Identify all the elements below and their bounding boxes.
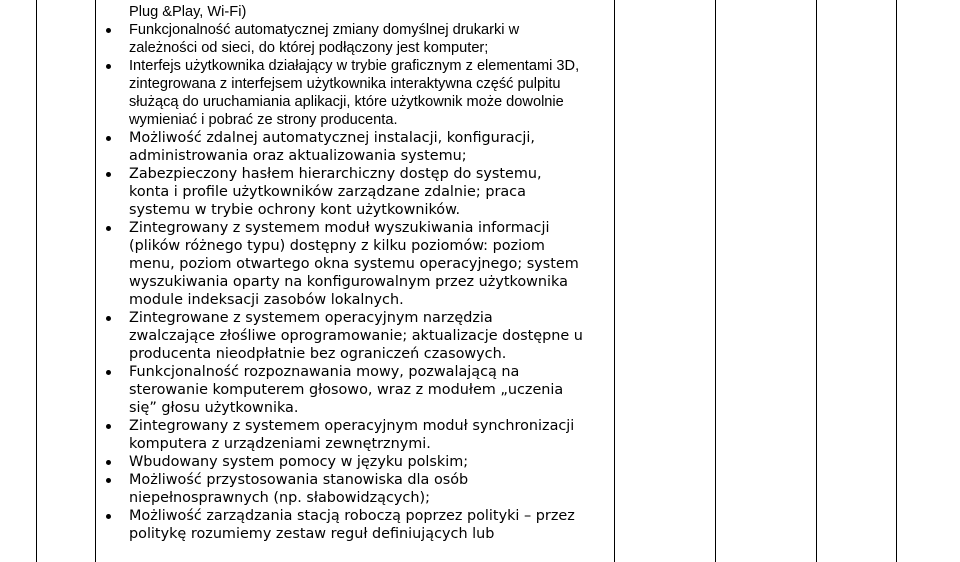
list-item-text: Zintegrowane z systemem operacyjnym narzędzia zwalczające złośliwe oprogramowanie; aktualizacje dostępne u producenta nieodpłatnie bez ograniczeń czasowych. xyxy=(129,310,583,362)
list-item xyxy=(103,309,583,363)
table-border-col2 xyxy=(614,0,615,562)
table-border-col3 xyxy=(715,0,716,562)
bullet-icon xyxy=(106,28,111,33)
list-item xyxy=(103,219,583,309)
table-border-col4 xyxy=(816,0,817,562)
list-item-text: Zintegrowany z systemem operacyjnym moduł synchronizacji komputera z urządzeniami zewnętrznymi. xyxy=(129,418,575,452)
bullet-icon xyxy=(106,136,111,141)
requirements-list xyxy=(103,21,583,543)
continued-line: Plug &Play, Wi-Fi) xyxy=(129,4,247,20)
bullet-icon xyxy=(106,316,111,321)
list-item xyxy=(103,363,583,417)
requirements-cell xyxy=(103,3,583,543)
list-item-text: Możliwość przystosowania stanowiska dla osób niepełnosprawnych (np. słabowidzących); xyxy=(129,472,469,506)
table-border-left xyxy=(36,0,37,562)
bullet-icon xyxy=(106,64,111,69)
bullet-icon xyxy=(106,424,111,429)
bullet-icon xyxy=(106,172,111,177)
table-border-col1 xyxy=(95,0,96,562)
table-border-col5 xyxy=(896,0,897,562)
list-item-text: Zabezpieczony hasłem hierarchiczny dostęp do systemu, konta i profile użytkowników zarządzane zdalnie; praca systemu w trybie ochrony kont użytkowników. xyxy=(129,166,542,218)
bullet-icon xyxy=(106,514,111,519)
list-item-text: Zintegrowany z systemem moduł wyszukiwania informacji (plików różnego typu) dostępny z kilku poziomów: poziom menu, poziom otwartego okna systemu operacyjnego; system wyszukiwania oparty na konfigurowalnym przez użytkownika module indeksacji zasobów lokalnych. xyxy=(129,220,579,308)
list-item-text: Interfejs użytkownika działający w trybie graficznym z elementami 3D, zintegrowana z interfejsem użytkownika interaktywna część pulpitu służącą do uruchamiania aplikacji, które użytkownik może dowolnie wymieniać i pobrać ze strony producenta. xyxy=(129,58,580,128)
bullet-icon xyxy=(106,226,111,231)
bullet-icon xyxy=(106,460,111,465)
list-item xyxy=(103,57,583,129)
list-item xyxy=(103,165,583,219)
list-item-text: Funkcjonalność rozpoznawania mowy, pozwalającą na sterowanie komputerem głosowo, wraz z modułem „uczenia się” głosu użytkownika. xyxy=(129,364,564,416)
list-item xyxy=(103,471,583,507)
list-item-text: Funkcjonalność automatycznej zmiany domyślnej drukarki w zależności od sieci, do której podłączony jest komputer; xyxy=(129,22,520,56)
list-item xyxy=(103,129,583,165)
list-item-text: Możliwość zdalnej automatycznej instalacji, konfiguracji, administrowania oraz aktualizowania systemu; xyxy=(129,130,536,164)
bullet-icon xyxy=(106,370,111,375)
list-item xyxy=(103,21,583,57)
list-item xyxy=(103,507,583,543)
list-item xyxy=(103,417,583,453)
list-item-text: Wbudowany system pomocy w języku polskim; xyxy=(129,454,469,470)
bullet-icon xyxy=(106,478,111,483)
list-item xyxy=(103,453,583,471)
list-item-text: Możliwość zarządzania stacją roboczą poprzez polityki – przez politykę rozumiemy zestaw reguł definiujących lub xyxy=(129,508,575,542)
